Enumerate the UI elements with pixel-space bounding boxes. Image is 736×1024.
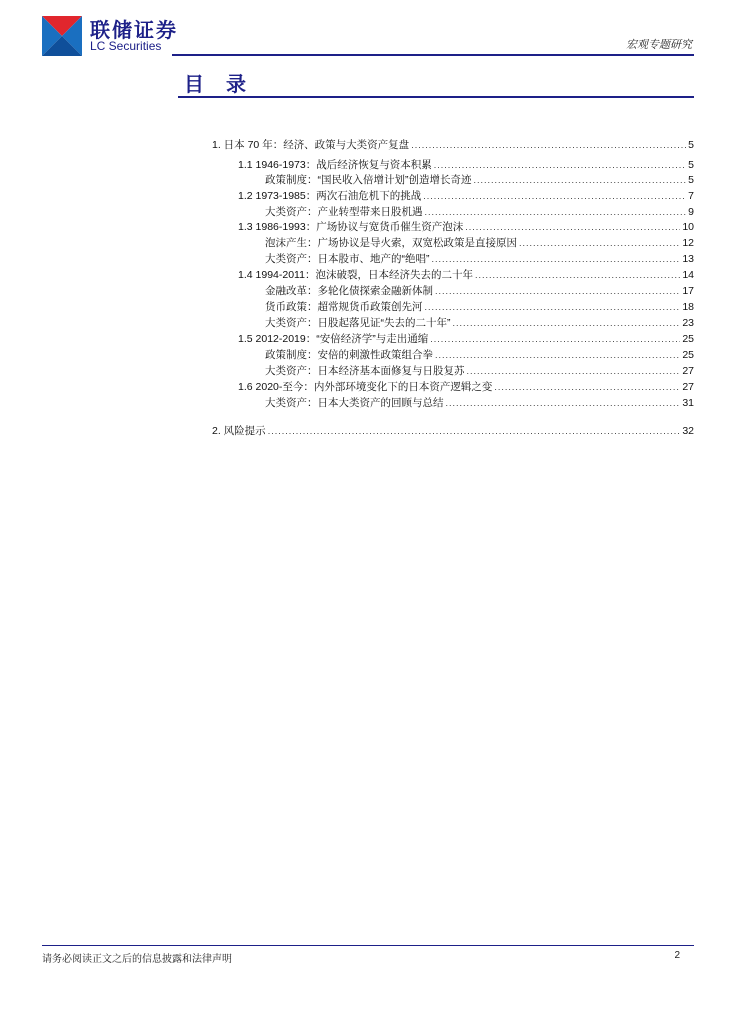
toc-entry-page: 7 bbox=[688, 190, 694, 202]
toc-entry[interactable] bbox=[265, 172, 694, 188]
toc-entry[interactable] bbox=[265, 315, 694, 331]
toc-leader-dots bbox=[411, 137, 686, 153]
toc-entry[interactable] bbox=[265, 299, 694, 315]
toc-entry-page: 25 bbox=[682, 333, 694, 345]
toc-entry-page: 27 bbox=[682, 365, 694, 377]
toc-entry[interactable] bbox=[265, 347, 694, 363]
toc-entry-title: 政策制度：“国民收入倍增计划”创造增长奇迹 bbox=[265, 174, 472, 186]
toc-leader-dots bbox=[425, 204, 687, 220]
toc-leader-dots bbox=[432, 251, 681, 267]
toc-entry[interactable] bbox=[265, 235, 694, 251]
toc-leader-dots bbox=[453, 315, 681, 331]
toc-entry-page: 32 bbox=[682, 425, 694, 437]
lc-securities-logo-icon bbox=[42, 16, 82, 56]
toc-entry[interactable] bbox=[238, 157, 694, 173]
toc-entry-title: 大类资产：日本大类资产的回顾与总结 bbox=[265, 397, 444, 409]
footer-disclaimer: 请务必阅读正文之后的信息披露和法律声明 bbox=[42, 954, 232, 965]
toc-entry-title: 2. 风险提示 bbox=[212, 425, 266, 437]
toc-entry-title: 大类资产：日股起落见证“失去的二十年” bbox=[265, 317, 451, 329]
toc-leader-dots bbox=[435, 347, 680, 363]
report-type: 宏观专题研究 bbox=[626, 38, 692, 51]
toc-entry-title: 1.3 1986-1993：广场协议与宽货币催生资产泡沫 bbox=[238, 221, 464, 233]
toc-entry-title: 1.1 1946-1973：战后经济恢复与资本积累 bbox=[238, 159, 432, 171]
toc-title: 目录 bbox=[184, 72, 268, 96]
toc-entry-page: 17 bbox=[682, 285, 694, 297]
toc-entry[interactable] bbox=[212, 137, 694, 153]
toc-entry-title: 1.6 2020-至今：内外部环境变化下的日本资产逻辑之变 bbox=[238, 381, 493, 393]
toc-entry-title: 1.5 2012-2019：“安倍经济学”与走出通缩 bbox=[238, 333, 429, 345]
toc-entry[interactable] bbox=[238, 331, 694, 347]
toc-entry[interactable] bbox=[265, 363, 694, 379]
toc-leader-dots bbox=[465, 219, 680, 235]
toc-entry-page: 5 bbox=[688, 174, 694, 186]
toc-entry[interactable] bbox=[238, 379, 694, 395]
toc-leader-dots bbox=[425, 299, 681, 315]
toc-entry-page: 25 bbox=[682, 349, 694, 361]
toc-entry-title: 1. 日本 70 年：经济、政策与大类资产复盘 bbox=[212, 139, 410, 151]
toc-entry-title: 货币政策：超常规货币政策创先河 bbox=[265, 301, 423, 313]
toc-leader-dots bbox=[474, 172, 687, 188]
title-divider bbox=[178, 96, 694, 98]
toc-entry[interactable] bbox=[265, 283, 694, 299]
brand-name-cn: 联储证券 bbox=[90, 18, 178, 42]
toc-entry-page: 13 bbox=[682, 253, 694, 265]
toc-entry-page: 23 bbox=[682, 317, 694, 329]
toc-entry-page: 5 bbox=[688, 139, 694, 151]
toc-leader-dots bbox=[446, 395, 681, 411]
toc-entry-page: 10 bbox=[682, 221, 694, 233]
toc-entry[interactable] bbox=[238, 267, 694, 283]
toc-entry-title: 大类资产：日本股市、地产的“绝唱” bbox=[265, 253, 430, 265]
toc-leader-dots bbox=[435, 283, 680, 299]
toc-entry[interactable] bbox=[265, 251, 694, 267]
toc-entry[interactable] bbox=[212, 423, 694, 439]
page-header bbox=[0, 0, 736, 60]
toc-entry-page: 27 bbox=[682, 381, 694, 393]
toc-entry[interactable] bbox=[238, 188, 694, 204]
toc-entry-page: 5 bbox=[688, 159, 694, 171]
toc-entry-title: 金融改革：多轮化债探索金融新体制 bbox=[265, 285, 433, 297]
toc-leader-dots bbox=[519, 235, 680, 251]
toc-entry-title: 大类资产：日本经济基本面修复与日股复苏 bbox=[265, 365, 465, 377]
toc-leader-dots bbox=[475, 267, 680, 283]
toc-entry-title: 政策制度：安倍的刺激性政策组合拳 bbox=[265, 349, 433, 361]
toc-leader-dots bbox=[494, 379, 680, 395]
toc-entry[interactable] bbox=[238, 219, 694, 235]
toc-leader-dots bbox=[423, 188, 686, 204]
toc-leader-dots bbox=[430, 331, 680, 347]
toc-entry[interactable] bbox=[265, 204, 694, 220]
page-number: 2 bbox=[674, 950, 680, 961]
toc-entry[interactable] bbox=[265, 395, 694, 411]
toc-entry-page: 31 bbox=[682, 397, 694, 409]
header-divider bbox=[172, 54, 694, 56]
toc-leader-dots bbox=[268, 423, 681, 439]
footer-divider bbox=[42, 945, 694, 946]
toc-entry-page: 14 bbox=[682, 269, 694, 281]
toc-entry-title: 大类资产：产业转型带来日股机遇 bbox=[265, 206, 423, 218]
toc-leader-dots bbox=[434, 157, 686, 173]
toc-leader-dots bbox=[467, 363, 681, 379]
brand-name-en: LC Securities bbox=[90, 39, 162, 53]
toc-entry-title: 1.2 1973-1985：两次石油危机下的挑战 bbox=[238, 190, 422, 202]
toc-entry-page: 9 bbox=[688, 206, 694, 218]
toc-entry-page: 18 bbox=[682, 301, 694, 313]
toc-entry-title: 泡沫产生：广场协议是导火索，双宽松政策是直接原因 bbox=[265, 237, 517, 249]
toc-entry-title: 1.4 1994-2011：泡沫破裂，日本经济失去的二十年 bbox=[238, 269, 473, 281]
toc-entry-page: 12 bbox=[682, 237, 694, 249]
